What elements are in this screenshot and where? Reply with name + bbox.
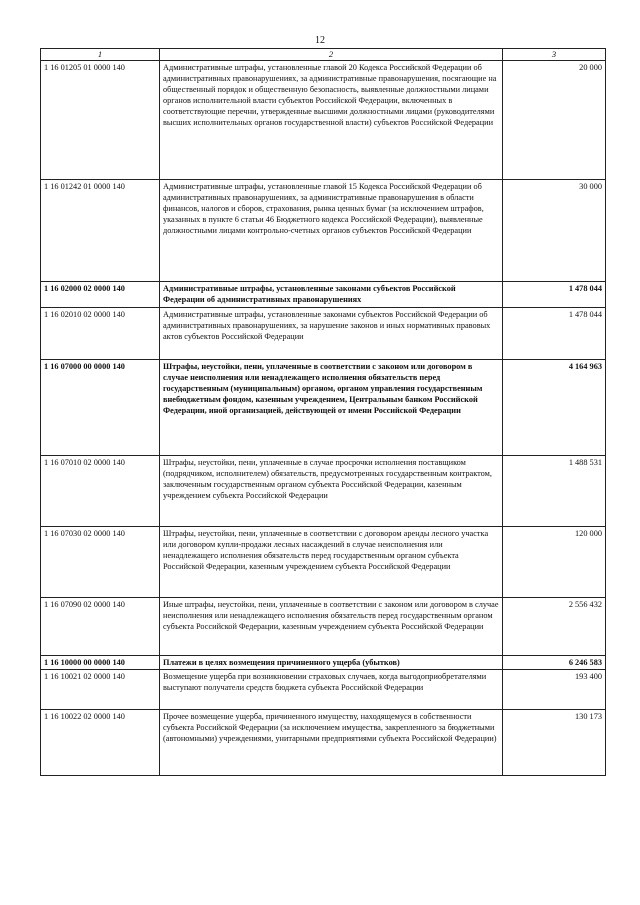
revenue-code: 1 16 02010 02 0000 140	[41, 308, 160, 360]
revenue-description: Административные штрафы, установленные главой 15 Кодекса Российской Федерации об административных правонарушениях, за административные правонарушения в области финансов, налогов и сборов, страхования, рынка ценных бумаг (за исключением штрафов, указанных в пункте 6 статьи 46 Бюджетного кодекса Российской Федерации), выявленные должностными лицами контрольно-счетных органов субъектов Российской Федерации	[160, 180, 503, 282]
table-row	[41, 282, 606, 308]
revenue-description: Административные штрафы, установленные главой 20 Кодекса Российской Федерации об административных правонарушениях, за административные правонарушения, посягающие на общественный порядок и общественную безопасность, выявленные должностными лицами органов исполнительной власти субъектов Российской Федерации, включенных в соответствующие перечни, утвержденные высшими должностными лицами (руководителями высших исполнительных органов государственной власти) субъектов Российской Федерации	[160, 61, 503, 180]
revenue-description: Платежи в целях возмещения причиненного ущерба (убытков)	[160, 656, 503, 670]
table-row	[41, 710, 606, 776]
revenue-code: 1 16 07090 02 0000 140	[41, 598, 160, 656]
revenue-description: Административные штрафы, установленные законами субъектов Российской Федерации об административных правонарушениях, за нарушение законов и иных нормативных правовых актов субъектов Российской Федерации	[160, 308, 503, 360]
revenue-amount: 1 488 531	[503, 456, 606, 527]
table-row	[41, 527, 606, 598]
revenue-amount: 1 478 044	[503, 308, 606, 360]
revenue-amount: 193 400	[503, 670, 606, 710]
revenue-description: Административные штрафы, установленные законами субъектов Российской Федерации об административных правонарушениях	[160, 282, 503, 308]
revenue-code: 1 16 01242 01 0000 140	[41, 180, 160, 282]
revenue-code: 1 16 07000 00 0000 140	[41, 360, 160, 456]
revenue-code: 1 16 10021 02 0000 140	[41, 670, 160, 710]
budget-revenue-table	[40, 48, 606, 776]
column-header-amount: 3	[503, 49, 606, 61]
revenue-amount: 20 000	[503, 61, 606, 180]
table-row	[41, 656, 606, 670]
revenue-code: 1 16 10022 02 0000 140	[41, 710, 160, 776]
revenue-description: Прочее возмещение ущерба, причиненного имуществу, находящемуся в собственности субъекта Российской Федерации (за исключением имущества, закрепленного за бюджетными (автономными) учреждениями, унитарными предприятиями субъекта Российской Федерации)	[160, 710, 503, 776]
table-row	[41, 670, 606, 710]
revenue-amount: 4 164 963	[503, 360, 606, 456]
revenue-amount: 120 000	[503, 527, 606, 598]
revenue-amount: 130 173	[503, 710, 606, 776]
table-row	[41, 456, 606, 527]
revenue-code: 1 16 07030 02 0000 140	[41, 527, 160, 598]
revenue-amount: 6 246 583	[503, 656, 606, 670]
revenue-code: 1 16 10000 00 0000 140	[41, 656, 160, 670]
revenue-code: 1 16 02000 02 0000 140	[41, 282, 160, 308]
table-row	[41, 180, 606, 282]
page-number: 12	[315, 35, 325, 46]
column-header-code: 1	[41, 49, 160, 61]
table-row	[41, 360, 606, 456]
revenue-amount: 30 000	[503, 180, 606, 282]
revenue-description: Возмещение ущерба при возникновении страховых случаев, когда выгодоприобретателями выступают получатели средств бюджета субъекта Российской Федерации	[160, 670, 503, 710]
revenue-description: Штрафы, неустойки, пени, уплаченные в соответствии с законом или договором в случае неисполнения или ненадлежащего исполнения обязательств перед государственным (муниципальным) органом, органом управления государственным внебюджетным фондом, казенным учреждением, Центральным банком Российской Федерации, иной организацией, действующей от имени Российской Федерации	[160, 360, 503, 456]
table-row	[41, 308, 606, 360]
revenue-description: Штрафы, неустойки, пени, уплаченные в случае просрочки исполнения поставщиком (подрядчиком, исполнителем) обязательств, предусмотренных государственным контрактом, заключенным государственным органом субъекта Российской Федерации, казенным учреждением субъекта Российской Федерации	[160, 456, 503, 527]
table-row	[41, 61, 606, 180]
table-header-row	[41, 49, 606, 61]
revenue-amount: 2 556 432	[503, 598, 606, 656]
table-row	[41, 598, 606, 656]
column-header-description: 2	[160, 49, 503, 61]
revenue-code: 1 16 01205 01 0000 140	[41, 61, 160, 180]
revenue-amount: 1 478 044	[503, 282, 606, 308]
revenue-code: 1 16 07010 02 0000 140	[41, 456, 160, 527]
revenue-description: Штрафы, неустойки, пени, уплаченные в соответствии с договором аренды лесного участка или договором купли-продажи лесных насаждений в случае неисполнения или ненадлежащего исполнения обязательств перед государственным органом субъекта Российской Федерации, казенным учреждением субъекта Российской Федерации	[160, 527, 503, 598]
revenue-description: Иные штрафы, неустойки, пени, уплаченные в соответствии с законом или договором в случае неисполнения или ненадлежащего исполнения обязательств перед государственным органом субъекта Российской Федерации, казенным учреждением субъекта Российской Федерации	[160, 598, 503, 656]
